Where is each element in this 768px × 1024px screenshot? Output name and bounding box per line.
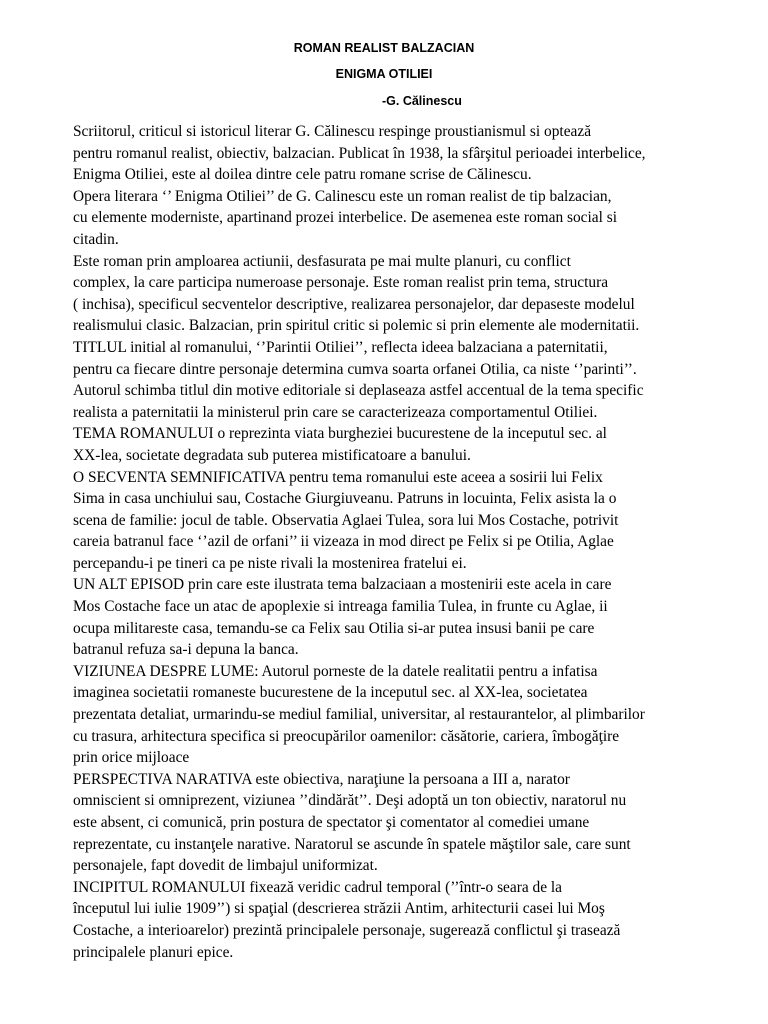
paragraph-line: batranul refuza sa-i depuna la banca. xyxy=(73,641,299,659)
document-subtitle: ENIGMA OTILIEI xyxy=(335,67,433,81)
paragraph-line: Autorul schimba titlul din motive editoriale si deplaseaza astfel accentual de la tema specific xyxy=(73,382,644,400)
paragraph-line: Este roman prin amploarea actiunii, desfasurata pe mai multe planuri, cu conflict xyxy=(73,252,571,270)
paragraph-line: Mos Costache face un atac de apoplexie si intreaga familia Tulea, in frunte cu Aglae, ii xyxy=(73,598,608,616)
paragraph xyxy=(47,574,729,660)
paragraph-line: INCIPITUL ROMANULUI fixează veridic cadrul temporal (’’într-o seara de la xyxy=(73,878,563,896)
paragraph xyxy=(47,877,729,963)
paragraph-line: ( inchisa), specificul secventelor descriptive, realizarea personajelor, dar depaseste modelul xyxy=(73,295,635,313)
paragraph-line: cu trasura, arhitectura specifica si preocupărilor oamenilor: căsătorie, cariera, îmbogăţire xyxy=(73,727,620,745)
paragraph-line: XX-lea, societate degradata sub puterea mistificatoare a banului. xyxy=(73,446,471,464)
paragraph xyxy=(47,423,729,466)
paragraph xyxy=(47,661,729,769)
paragraph-line: omniscient si omniprezent, viziunea ’’dindărăt’’. Deşi adoptă un ton obiectiv, naratorul nu xyxy=(73,792,627,810)
paragraph-line: pentru ca fiecare dintre personaje determina cumva soarta orfanei Otilia, ca niste ‘’parinti’’. xyxy=(73,360,637,378)
document-body xyxy=(47,121,729,963)
paragraph-line: realismului clasic. Balzacian, prin spiritul critic si polemic si prin elemente ale modernitatii. xyxy=(73,317,640,335)
paragraph-line: cu elemente moderniste, apartinand prozei interbelice. De asemenea este roman social si xyxy=(73,209,617,227)
paragraph-line: scena de familie: jocul de table. Observatia Aglaei Tulea, sora lui Mos Costache, potrivit xyxy=(73,511,619,529)
paragraph-line: personajele, fapt dovedit de limbajul uniformizat. xyxy=(73,857,378,875)
paragraph-line: Scriitorul, criticul si istoricul literar G. Călinescu respinge proustianismul si optează xyxy=(73,123,592,140)
paragraph-line: este absent, ci comunică, prin postura de spectator şi comentator al comediei umane xyxy=(73,814,590,831)
paragraph-line: UN ALT EPISOD prin care este ilustrata tema balzaciaan a mostenirii este acela in care xyxy=(73,576,612,594)
paragraph-line: Enigma Otiliei, este al doilea dintre cele patru romane scrise de Călinescu. xyxy=(73,166,532,184)
document-title: ROMAN REALIST BALZACIAN xyxy=(293,41,475,55)
paragraph-line: începutul lui iulie 1909’’) si spaţial (descrierea străzii Antim, arhitecturii casei lui Moş xyxy=(73,900,605,918)
paragraph-line: realista a paternitatii la ministerul prin care se caracterizeaza comportamentul Otiliei. xyxy=(73,403,598,421)
paragraph-line: TEMA ROMANULUI o reprezinta viata burgheziei bucurestene de la inceputul sec. al xyxy=(73,425,607,443)
paragraph-line: careia batranul face ‘’azil de orfani’’ ii vizeaza in mod direct pe Felix si pe Otilia, Aglae xyxy=(73,533,614,551)
paragraph xyxy=(47,186,729,251)
paragraph-line: Sima in casa unchiului sau, Costache Giurgiuveanu. Patruns in locuinta, Felix asista la o xyxy=(73,490,617,508)
document-author: -G. Călinescu xyxy=(382,94,462,108)
paragraph-line: O SECVENTA SEMNIFICATIVA pentru tema romanului este aceea a sosirii lui Felix xyxy=(73,468,603,486)
paragraph xyxy=(47,337,729,423)
paragraph-line: Opera literara ‘’ Enigma Otiliei’’ de G. Calinescu este un roman realist de tip balzacian, xyxy=(73,187,612,205)
paragraph-line: prezentata detaliat, urmarindu-se mediul familial, universitar, al restaurantelor, al plimbarilor xyxy=(73,706,645,724)
paragraph-line: TITLUL initial al romanului, ‘’Parintii Otiliei’’, reflecta ideea balzaciana a paternitatii, xyxy=(73,338,608,356)
paragraph-line: principalele planuri epice. xyxy=(73,943,234,961)
paragraph-line: complex, la care participa numeroase personaje. Este roman realist prin tema, structura xyxy=(73,274,609,292)
paragraph-line: citadin. xyxy=(73,230,119,248)
paragraph xyxy=(47,251,729,337)
paragraph xyxy=(47,121,729,186)
paragraph-line: VIZIUNEA DESPRE LUME: Autorul porneste de la datele realitatii pentru a infatisa xyxy=(73,662,598,680)
paragraph-line: imaginea societatii romaneste bucurestene de la inceputul sec. al XX-lea, societatea xyxy=(73,684,588,702)
paragraph xyxy=(47,769,729,877)
paragraph-line: PERSPECTIVA NARATIVA este obiectiva, naraţiune la persoana a III a, narator xyxy=(73,770,570,788)
paragraph-line: Costache, a interioarelor) prezintă principalele personaje, sugerează conflictul şi trasează xyxy=(73,921,621,939)
paragraph-line: percepandu-i pe tineri ca pe niste rivali la mostenirea fratelui ei. xyxy=(73,554,467,572)
paragraph-line: ocupa militareste casa, temandu-se ca Felix sau Otilia si-ar putea insusi banii pe care xyxy=(73,619,595,637)
paragraph xyxy=(47,467,729,575)
paragraph-line: prin orice mijloace xyxy=(73,749,190,767)
paragraph-line: reprezentate, cu instanţele narative. Naratorul se ascunde în spatele măştilor sale, care sunt xyxy=(73,835,631,853)
paragraph-line: pentru romanul realist, obiectiv, balzacian. Publicat în 1938, la sfârşitul perioadei interbelice, xyxy=(73,144,646,162)
